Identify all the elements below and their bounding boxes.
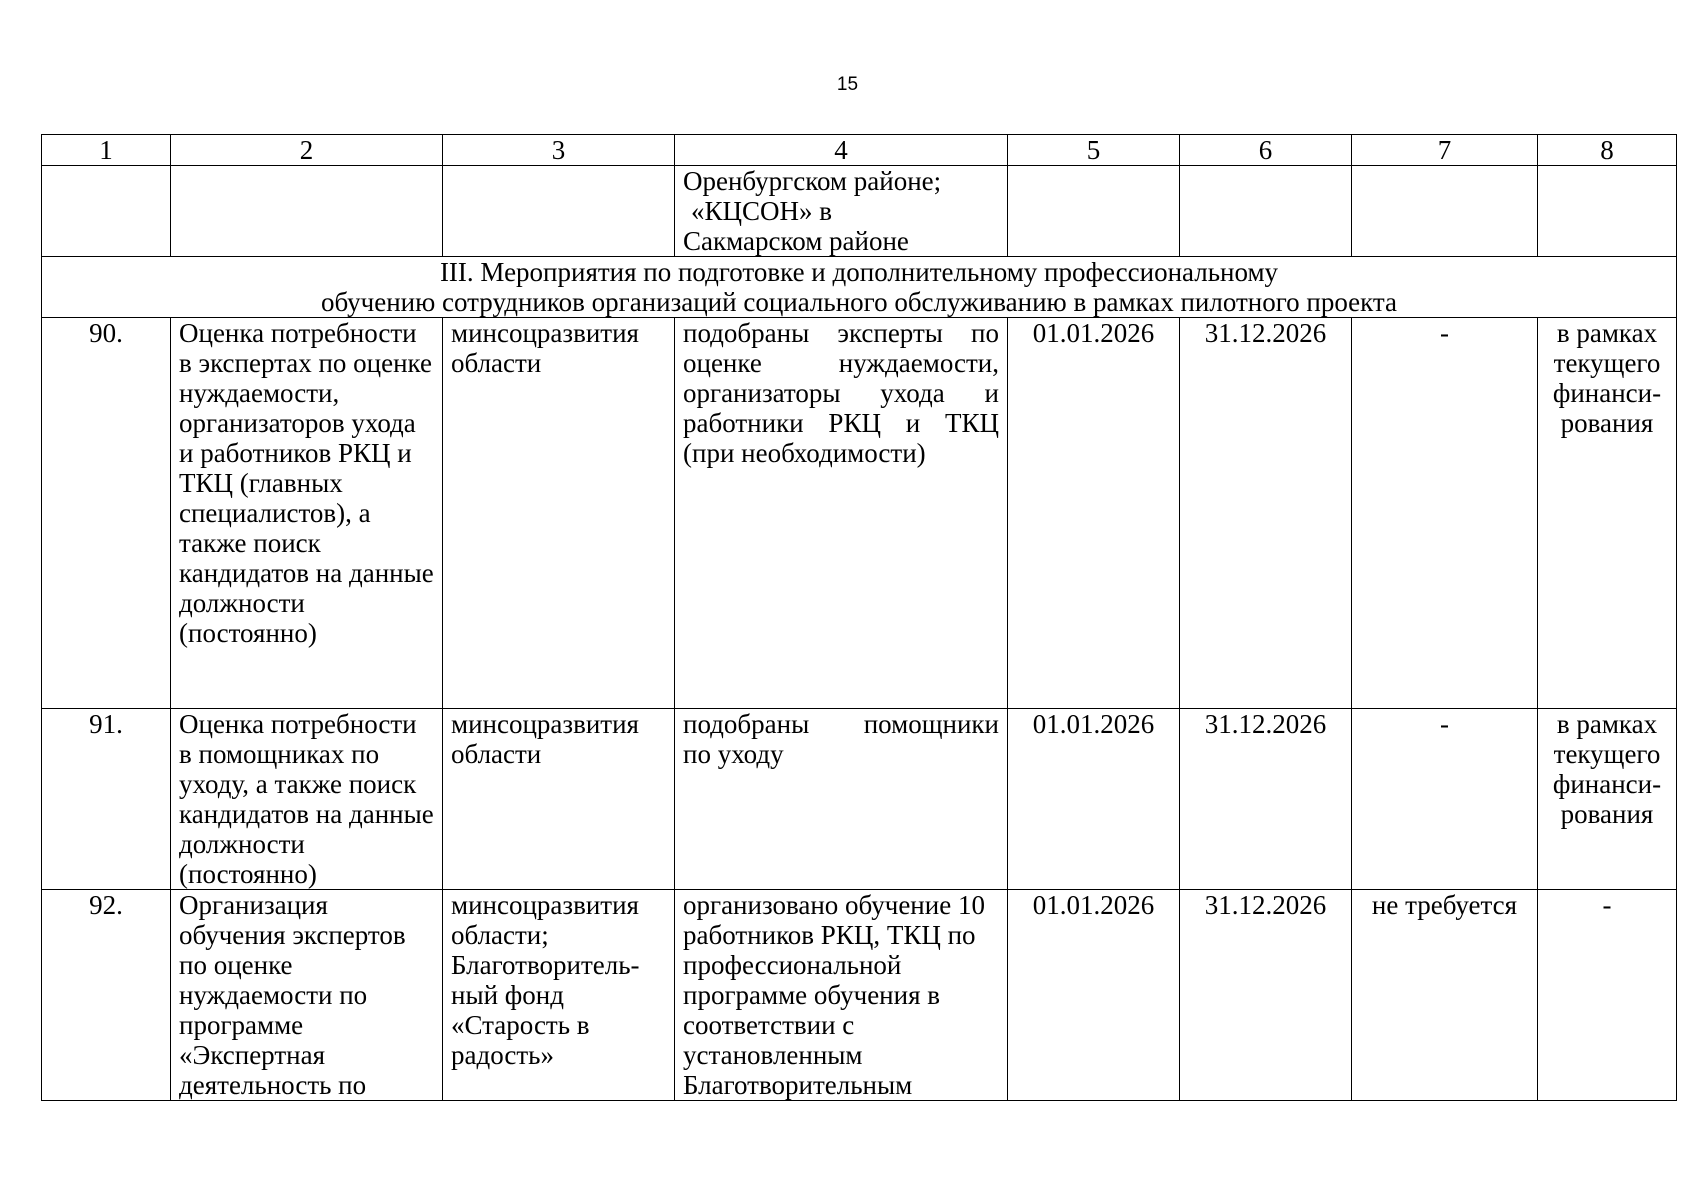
- continuation-line: Сакмарском районе: [683, 226, 909, 256]
- column-header-5: 5: [1008, 135, 1180, 166]
- start-date-cell: 01.01.2026: [1008, 709, 1180, 890]
- continuation-line: «КЦСОН» в: [691, 196, 833, 226]
- result-line: подобраны эксперты по: [683, 318, 999, 348]
- responsible-cell: минсоцразвития области: [443, 318, 675, 709]
- cell-empty: [42, 166, 171, 257]
- cell-empty: [443, 166, 675, 257]
- activity-cell: Оценка потребности в экспертах по оценке нуждаемости, организаторов ухода и работников РКЦ и ТКЦ (главных специалистов), а также поиск кандидатов на данные должности (постоянно): [171, 318, 443, 709]
- column-header-6: 6: [1180, 135, 1352, 166]
- result-cell: организовано обучение 10 работников РКЦ, ТКЦ по профессиональной программе обучения в соответствии с установленным Благотворительным: [675, 890, 1008, 1101]
- row-number: 91.: [42, 709, 171, 890]
- result-line: подобраны помощники: [683, 709, 999, 739]
- funding-source-cell: -: [1538, 890, 1677, 1101]
- end-date-cell: 31.12.2026: [1180, 890, 1352, 1101]
- column-header-7: 7: [1352, 135, 1538, 166]
- responsible-cell: минсоцразвития области; Благотворитель-ный фонд «Старость в радость»: [443, 890, 675, 1101]
- result-line: работники РКЦ и ТКЦ: [683, 408, 999, 438]
- result-line: (при необходимости): [683, 438, 926, 468]
- column-header-2: 2: [171, 135, 443, 166]
- end-date-cell: 31.12.2026: [1180, 709, 1352, 890]
- page-number: 15: [836, 74, 859, 95]
- start-date-cell: 01.01.2026: [1008, 890, 1180, 1101]
- start-date-cell: 01.01.2026: [1008, 318, 1180, 709]
- table-row: [42, 890, 1677, 1101]
- cell-empty: [171, 166, 443, 257]
- column-header-3: 3: [443, 135, 675, 166]
- result-line: организаторы ухода и: [683, 378, 999, 408]
- activity-cell: Организация обучения экспертов по оценке нуждаемости по программе «Экспертная деятельность по: [171, 890, 443, 1101]
- result-line: по уходу: [683, 739, 784, 769]
- funding-source-cell: в рамках текущего финанси-рования: [1538, 318, 1677, 709]
- continuation-row: [42, 166, 1677, 257]
- result-cell: [675, 318, 1008, 709]
- continuation-result-cell: [675, 166, 1008, 257]
- column-header-4: 4: [675, 135, 1008, 166]
- column-header-8: 8: [1538, 135, 1677, 166]
- section-heading: [42, 257, 1677, 318]
- end-date-cell: 31.12.2026: [1180, 318, 1352, 709]
- row-number: 92.: [42, 890, 171, 1101]
- result-cell: [675, 709, 1008, 890]
- table-row: [42, 709, 1677, 890]
- funding-volume-cell: -: [1352, 318, 1538, 709]
- cell-empty: [1180, 166, 1352, 257]
- continuation-line: Оренбургском районе;: [683, 166, 942, 196]
- funding-source-cell: в рамках текущего финанси-рования: [1538, 709, 1677, 890]
- cell-empty: [1538, 166, 1677, 257]
- section-title-line-2: обучению сотрудников организаций социального обслуживанию в рамках пилотного проекта: [320, 287, 1398, 317]
- section-heading-row: [42, 257, 1677, 318]
- section-title-line-1: III. Мероприятия по подготовке и дополнительному профессиональному: [439, 257, 1279, 287]
- activity-cell: Оценка потребности в помощниках по уходу, а также поиск кандидатов на данные должности (постоянно): [171, 709, 443, 890]
- funding-volume-cell: -: [1352, 709, 1538, 890]
- row-number: 90.: [42, 318, 171, 709]
- funding-volume-cell: не требуется: [1352, 890, 1538, 1101]
- cell-empty: [1008, 166, 1180, 257]
- column-number-row: [42, 135, 1677, 166]
- column-header-1: 1: [42, 135, 171, 166]
- responsible-cell: минсоцразвития области: [443, 709, 675, 890]
- result-line: оценке нуждаемости,: [683, 348, 999, 378]
- table-row: [42, 318, 1677, 709]
- cell-empty: [1352, 166, 1538, 257]
- activity-plan-table: [41, 134, 1677, 1101]
